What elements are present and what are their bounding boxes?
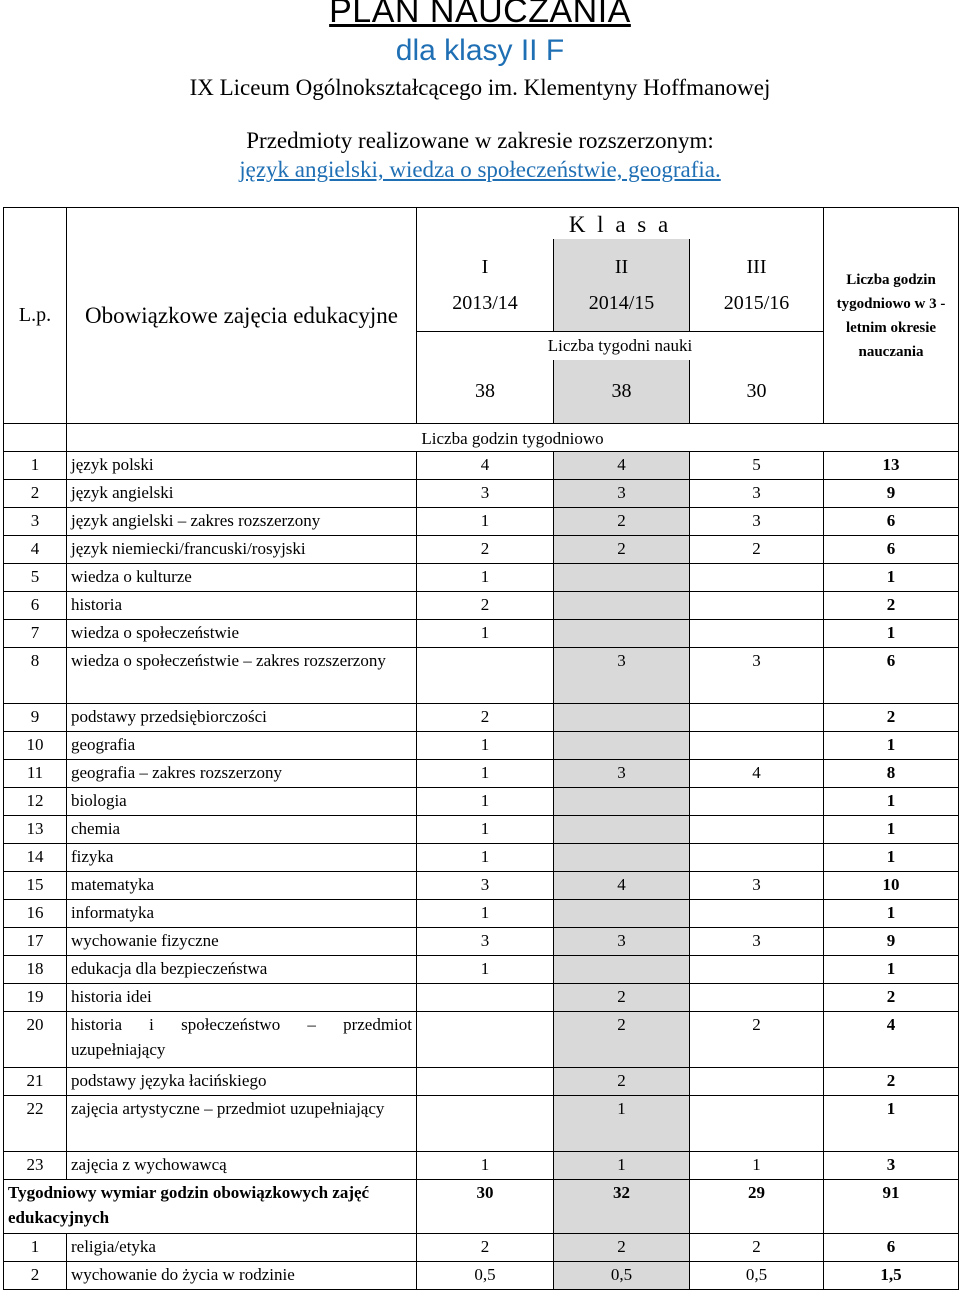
year-2-header bbox=[554, 239, 690, 332]
row-subject: język angielski bbox=[67, 480, 417, 508]
table-row bbox=[4, 788, 959, 816]
row-hours-year-1 bbox=[417, 1068, 554, 1096]
row-hours-total: 6 bbox=[824, 648, 959, 704]
row-hours-year-3 bbox=[690, 844, 824, 872]
row-hours-year-1: 1 bbox=[417, 620, 554, 648]
row-subject: język niemiecki/francuski/rosyjski bbox=[67, 536, 417, 564]
row-hours-year-3 bbox=[690, 956, 824, 984]
row-hours-year-3 bbox=[690, 592, 824, 620]
summary-total: 91 bbox=[824, 1180, 959, 1234]
row-hours-total: 1 bbox=[824, 900, 959, 928]
summary-year-2: 32 bbox=[554, 1180, 690, 1234]
weeks-label: Liczba tygodni nauki bbox=[417, 332, 824, 360]
row-hours-year-2: 2 bbox=[554, 536, 690, 564]
row-lp: 1 bbox=[4, 452, 67, 480]
row-lp: 6 bbox=[4, 592, 67, 620]
row-hours-year-1: 3 bbox=[417, 480, 554, 508]
row-hours-year-1: 1 bbox=[417, 732, 554, 760]
row-hours-year-2 bbox=[554, 900, 690, 928]
row-lp: 15 bbox=[4, 872, 67, 900]
row-hours-year-2 bbox=[554, 704, 690, 732]
row-hours-year-3 bbox=[690, 900, 824, 928]
table-row bbox=[4, 592, 959, 620]
curriculum-table bbox=[3, 207, 959, 1290]
row-hours-year-2: 2 bbox=[554, 1234, 690, 1262]
row-hours-year-3: 1 bbox=[690, 1152, 824, 1180]
table-row bbox=[4, 564, 959, 592]
row-hours-year-1: 1 bbox=[417, 788, 554, 816]
row-hours-year-3: 0,5 bbox=[690, 1262, 824, 1290]
year-2-label: 2014/15 bbox=[588, 291, 655, 314]
row-hours-year-1 bbox=[417, 648, 554, 704]
klasa-header: K l a s a bbox=[417, 208, 824, 239]
row-hours-year-3: 2 bbox=[690, 536, 824, 564]
row-hours-year-3: 3 bbox=[690, 648, 824, 704]
extended-label: Przedmioty realizowane w zakresie rozszerzonym: bbox=[246, 128, 714, 153]
row-subject: historia idei bbox=[67, 984, 417, 1012]
row-hours-year-2 bbox=[554, 564, 690, 592]
row-hours-year-2: 3 bbox=[554, 928, 690, 956]
row-hours-total: 3 bbox=[824, 1152, 959, 1180]
row-lp: 3 bbox=[4, 508, 67, 536]
year-1-roman: I bbox=[481, 255, 489, 278]
row-lp: 7 bbox=[4, 620, 67, 648]
row-lp: 2 bbox=[4, 1262, 67, 1290]
row-hours-year-2 bbox=[554, 620, 690, 648]
row-subject: język angielski – zakres rozszerzony bbox=[67, 508, 417, 536]
row-hours-total: 4 bbox=[824, 1012, 959, 1068]
row-hours-total: 2 bbox=[824, 592, 959, 620]
row-hours-year-2: 2 bbox=[554, 1012, 690, 1068]
row-hours-year-2 bbox=[554, 788, 690, 816]
table-row bbox=[4, 452, 959, 480]
row-subject: edukacja dla bezpieczeństwa bbox=[67, 956, 417, 984]
table-row bbox=[4, 480, 959, 508]
row-hours-year-3 bbox=[690, 704, 824, 732]
table-row bbox=[4, 1152, 959, 1180]
row-hours-year-2: 2 bbox=[554, 1068, 690, 1096]
lp-header: L.p. bbox=[4, 208, 67, 424]
row-hours-year-2: 3 bbox=[554, 760, 690, 788]
row-hours-total: 9 bbox=[824, 928, 959, 956]
summary-row bbox=[4, 1180, 959, 1234]
row-lp: 11 bbox=[4, 760, 67, 788]
row-lp: 8 bbox=[4, 648, 67, 704]
row-hours-year-3 bbox=[690, 564, 824, 592]
row-hours-total: 1,5 bbox=[824, 1262, 959, 1290]
table-row bbox=[4, 844, 959, 872]
row-hours-year-3: 3 bbox=[690, 928, 824, 956]
row-hours-year-2 bbox=[554, 844, 690, 872]
row-subject: historia i społeczeństwo – przedmiot uzupełniający bbox=[67, 1012, 417, 1068]
row-hours-year-2 bbox=[554, 956, 690, 984]
row-hours-year-3: 3 bbox=[690, 480, 824, 508]
extended-subjects: język angielski, wiedza o społeczeństwie, geografia. bbox=[239, 157, 721, 182]
row-subject: wiedza o kulturze bbox=[67, 564, 417, 592]
row-lp: 1 bbox=[4, 1234, 67, 1262]
row-hours-year-3 bbox=[690, 816, 824, 844]
row-lp: 20 bbox=[4, 1012, 67, 1068]
row-subject: fizyka bbox=[67, 844, 417, 872]
row-hours-year-1 bbox=[417, 984, 554, 1012]
row-hours-total: 6 bbox=[824, 536, 959, 564]
row-lp: 14 bbox=[4, 844, 67, 872]
school-name: IX Liceum Ogólnokształcącego im. Klementyny Hoffmanowej bbox=[189, 75, 771, 100]
row-hours-year-2: 2 bbox=[554, 508, 690, 536]
row-hours-total: 1 bbox=[824, 844, 959, 872]
row-hours-year-3 bbox=[690, 984, 824, 1012]
row-hours-total: 1 bbox=[824, 564, 959, 592]
row-hours-year-2 bbox=[554, 592, 690, 620]
row-hours-year-1: 1 bbox=[417, 844, 554, 872]
summary-year-1: 30 bbox=[417, 1180, 554, 1234]
total-hours-header: Liczba godzin tygodniowo w 3 - letnim okresie nauczania bbox=[824, 208, 959, 424]
table-row bbox=[4, 872, 959, 900]
row-hours-year-1: 4 bbox=[417, 452, 554, 480]
row-hours-year-3 bbox=[690, 1068, 824, 1096]
year-3-label: 2015/16 bbox=[723, 291, 790, 314]
row-subject: historia bbox=[67, 592, 417, 620]
row-hours-year-1 bbox=[417, 1012, 554, 1068]
row-subject: wychowanie fizyczne bbox=[67, 928, 417, 956]
row-lp: 2 bbox=[4, 480, 67, 508]
table-row bbox=[4, 536, 959, 564]
table-row bbox=[4, 760, 959, 788]
row-hours-year-1: 2 bbox=[417, 704, 554, 732]
table-row bbox=[4, 816, 959, 844]
table-row bbox=[4, 956, 959, 984]
table-row bbox=[4, 1096, 959, 1152]
row-hours-year-2: 3 bbox=[554, 480, 690, 508]
row-hours-total: 2 bbox=[824, 984, 959, 1012]
row-lp: 18 bbox=[4, 956, 67, 984]
row-hours-year-3: 3 bbox=[690, 508, 824, 536]
row-subject: geografia – zakres rozszerzony bbox=[67, 760, 417, 788]
row-lp: 10 bbox=[4, 732, 67, 760]
row-hours-total: 8 bbox=[824, 760, 959, 788]
row-lp: 5 bbox=[4, 564, 67, 592]
row-hours-total: 1 bbox=[824, 620, 959, 648]
row-hours-year-1: 2 bbox=[417, 592, 554, 620]
row-subject: język polski bbox=[67, 452, 417, 480]
row-subject: geografia bbox=[67, 732, 417, 760]
row-hours-year-2: 1 bbox=[554, 1152, 690, 1180]
class-line: dla klasy II F bbox=[395, 34, 565, 67]
weeks-year-3: 30 bbox=[690, 360, 824, 424]
row-hours-year-2 bbox=[554, 732, 690, 760]
row-subject: podstawy przedsiębiorczości bbox=[67, 704, 417, 732]
row-subject: zajęcia artystyczne – przedmiot uzupełniający bbox=[67, 1096, 417, 1152]
row-lp: 4 bbox=[4, 536, 67, 564]
row-hours-year-3 bbox=[690, 1096, 824, 1152]
row-hours-year-2 bbox=[554, 816, 690, 844]
year-3-header bbox=[690, 239, 824, 332]
row-hours-year-1: 1 bbox=[417, 956, 554, 984]
row-hours-year-2: 3 bbox=[554, 648, 690, 704]
table-row bbox=[4, 1262, 959, 1290]
weeks-year-1: 38 bbox=[417, 360, 554, 424]
summary-label: Tygodniowy wymiar godzin obowiązkowych zajęć edukacyjnych bbox=[4, 1180, 417, 1234]
row-hours-year-3: 4 bbox=[690, 760, 824, 788]
row-hours-total: 1 bbox=[824, 956, 959, 984]
row-hours-year-1: 1 bbox=[417, 1152, 554, 1180]
row-hours-year-1: 3 bbox=[417, 928, 554, 956]
row-subject: religia/etyka bbox=[67, 1234, 417, 1262]
table-row bbox=[4, 732, 959, 760]
row-subject: chemia bbox=[67, 816, 417, 844]
row-hours-year-1: 1 bbox=[417, 564, 554, 592]
row-subject: wiedza o społeczeństwie bbox=[67, 620, 417, 648]
row-hours-total: 1 bbox=[824, 788, 959, 816]
row-hours-total: 2 bbox=[824, 1068, 959, 1096]
row-hours-total: 1 bbox=[824, 732, 959, 760]
row-hours-year-3 bbox=[690, 788, 824, 816]
row-hours-year-1: 0,5 bbox=[417, 1262, 554, 1290]
row-hours-year-3 bbox=[690, 620, 824, 648]
year-2-roman: II bbox=[614, 255, 629, 278]
row-hours-year-1: 1 bbox=[417, 508, 554, 536]
row-subject: informatyka bbox=[67, 900, 417, 928]
table-row bbox=[4, 1012, 959, 1068]
row-hours-total: 9 bbox=[824, 480, 959, 508]
row-hours-total: 6 bbox=[824, 1234, 959, 1262]
row-hours-year-1: 2 bbox=[417, 1234, 554, 1262]
row-hours-year-1: 3 bbox=[417, 872, 554, 900]
table-row bbox=[4, 508, 959, 536]
row-subject: biologia bbox=[67, 788, 417, 816]
row-lp: 12 bbox=[4, 788, 67, 816]
summary-year-3: 29 bbox=[690, 1180, 824, 1234]
row-hours-year-2: 4 bbox=[554, 872, 690, 900]
row-hours-year-3: 2 bbox=[690, 1234, 824, 1262]
row-hours-year-1: 1 bbox=[417, 900, 554, 928]
row-lp: 21 bbox=[4, 1068, 67, 1096]
row-lp: 23 bbox=[4, 1152, 67, 1180]
plan-title: PLAN NAUCZANIA bbox=[329, 0, 631, 30]
weeks-year-2: 38 bbox=[554, 360, 690, 424]
row-hours-year-3: 5 bbox=[690, 452, 824, 480]
row-subject: wychowanie do życia w rodzinie bbox=[67, 1262, 417, 1290]
row-hours-year-1: 2 bbox=[417, 536, 554, 564]
row-hours-year-3: 3 bbox=[690, 872, 824, 900]
hours-label: Liczba godzin tygodniowo bbox=[67, 424, 959, 452]
year-1-header bbox=[417, 239, 554, 332]
row-hours-total: 2 bbox=[824, 704, 959, 732]
row-hours-total: 6 bbox=[824, 508, 959, 536]
row-subject: zajęcia z wychowawcą bbox=[67, 1152, 417, 1180]
row-hours-year-3 bbox=[690, 732, 824, 760]
year-3-roman: III bbox=[746, 255, 767, 278]
row-hours-total: 1 bbox=[824, 816, 959, 844]
row-lp: 17 bbox=[4, 928, 67, 956]
row-hours-year-3: 2 bbox=[690, 1012, 824, 1068]
table-row bbox=[4, 620, 959, 648]
row-lp: 16 bbox=[4, 900, 67, 928]
row-subject: matematyka bbox=[67, 872, 417, 900]
table-row bbox=[4, 648, 959, 704]
row-lp: 13 bbox=[4, 816, 67, 844]
year-1-label: 2013/14 bbox=[452, 291, 518, 314]
table-row bbox=[4, 984, 959, 1012]
row-hours-year-1: 1 bbox=[417, 816, 554, 844]
row-hours-year-2: 0,5 bbox=[554, 1262, 690, 1290]
row-hours-year-2: 1 bbox=[554, 1096, 690, 1152]
table-row bbox=[4, 1234, 959, 1262]
table-row bbox=[4, 704, 959, 732]
table-row bbox=[4, 928, 959, 956]
hours-label-spacer bbox=[4, 424, 67, 452]
row-hours-year-2: 2 bbox=[554, 984, 690, 1012]
row-hours-total: 13 bbox=[824, 452, 959, 480]
table-row bbox=[4, 900, 959, 928]
row-subject: podstawy języka łacińskiego bbox=[67, 1068, 417, 1096]
row-lp: 9 bbox=[4, 704, 67, 732]
row-lp: 22 bbox=[4, 1096, 67, 1152]
row-hours-year-2: 4 bbox=[554, 452, 690, 480]
row-lp: 19 bbox=[4, 984, 67, 1012]
row-hours-total: 10 bbox=[824, 872, 959, 900]
subjects-header: Obowiązkowe zajęcia edukacyjne bbox=[67, 208, 417, 424]
row-hours-year-1: 1 bbox=[417, 760, 554, 788]
table-row bbox=[4, 1068, 959, 1096]
row-subject: wiedza o społeczeństwie – zakres rozszerzony bbox=[67, 648, 417, 704]
row-hours-year-1 bbox=[417, 1096, 554, 1152]
row-hours-total: 1 bbox=[824, 1096, 959, 1152]
